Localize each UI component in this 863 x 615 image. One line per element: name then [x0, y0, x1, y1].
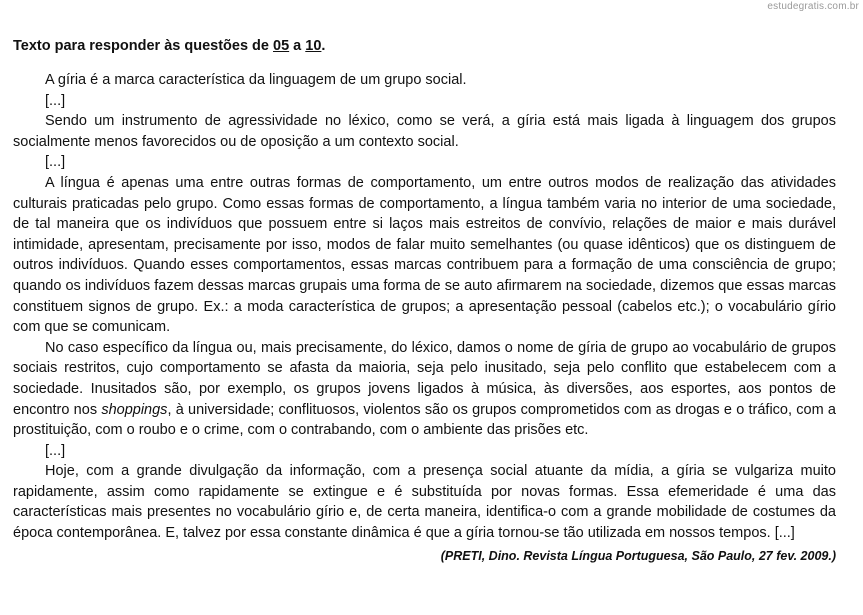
- heading-question-from: 05: [273, 38, 290, 54]
- heading-connector: a: [289, 38, 306, 54]
- italic-term-shoppings: shoppings: [101, 401, 168, 418]
- paragraph-aggressiveness: Sendo um instrumento de agressividade no léxico, como se verá, a gíria está mais ligada à linguagem dos grupos socialmente menos favorecidos ou de oposição a um contexto social.: [13, 113, 836, 150]
- ellipsis-marker: [...]: [45, 154, 66, 171]
- paragraph-behavior: A língua é apenas uma entre outras formas de comportamento, um entre outros modos de realização das atividades culturais praticadas pelo grupo. Como essas formas de comportamento, a língua também varia no interior de uma sociedade, de tal maneira que os indivíduos que possuem entre si laços mais estreitos de convívio, relações de maior e mais durável intimidade, apresentam, precisamente por isso, modos de falar muito semelhantes (ou quase idênticos) que os distinguem de outros indivíduos. Quando esses comportamentos, essas marcas contribuem para a formação de uma consciência de grupo; quando os indivíduos fazem dessas marcas grupais uma forma de se auto afirmarem na sociedade, dizemos que essas marcas constituem signos de grupo. Ex.: a moda característica de grupos; a apresentação pessoal (cabelos etc.); o vocabulário gírio com que se comunicam.: [13, 174, 836, 336]
- heading-question-to: 10: [305, 38, 322, 54]
- paragraph-group-slang-start: No caso específico da língua ou, mais precisamente, do léxico, damos o nome de gíria de grupo ao vocabulário de grupos sociais restritos, cujo comportamento se afasta da maioria, seja pelo inusitado, seja pelo conflito que estabelecem com a sociedade. Inusitados são, por exemplo, os grupos jovens ligados à música, às diversões, aos esportes, aos pontos de encontro nos: [13, 339, 836, 418]
- source-citation: (PRETI, Dino. Revista Língua Portuguesa, São Paulo, 27 fev. 2009.): [440, 548, 836, 563]
- paragraph-group-slang-end: , à universidade; conflituosos, violentos são os grupos comprometidos com as drogas e o tráfico, com a prostituição, com o roubo e o crime, com o contrabando, com o ambiente das prisões etc.: [13, 401, 836, 439]
- document-body: [13, 36, 836, 577]
- section-heading: [13, 36, 836, 56]
- heading-suffix: .: [321, 38, 326, 54]
- heading-prefix: Texto para responder às questões de: [13, 38, 274, 54]
- site-watermark: estudegratis.com.br: [767, 1, 859, 12]
- ellipsis-marker: [...]: [45, 442, 66, 459]
- paragraph-intro: A gíria é a marca característica da linguagem de um grupo social.: [45, 72, 467, 88]
- paragraph-group-slang: [13, 338, 836, 441]
- paragraph-today: Hoje, com a grande divulgação da informação, com a presença social atuante da mídia, a gíria se vulgariza muito rapidamente, assim como rapidamente se extingue e é substituída por novas formas. Essa efemeridade é uma das características mais presentes no vocabulário gírio e, de certa maneira, identifica-o com a grande mobilidade de costumes da época contemporânea. E, talvez por essa constante dinâmica é que a gíria tornou-se tão utilizada em nossos tempos. [...]: [13, 463, 836, 542]
- ellipsis-marker: [...]: [45, 92, 66, 109]
